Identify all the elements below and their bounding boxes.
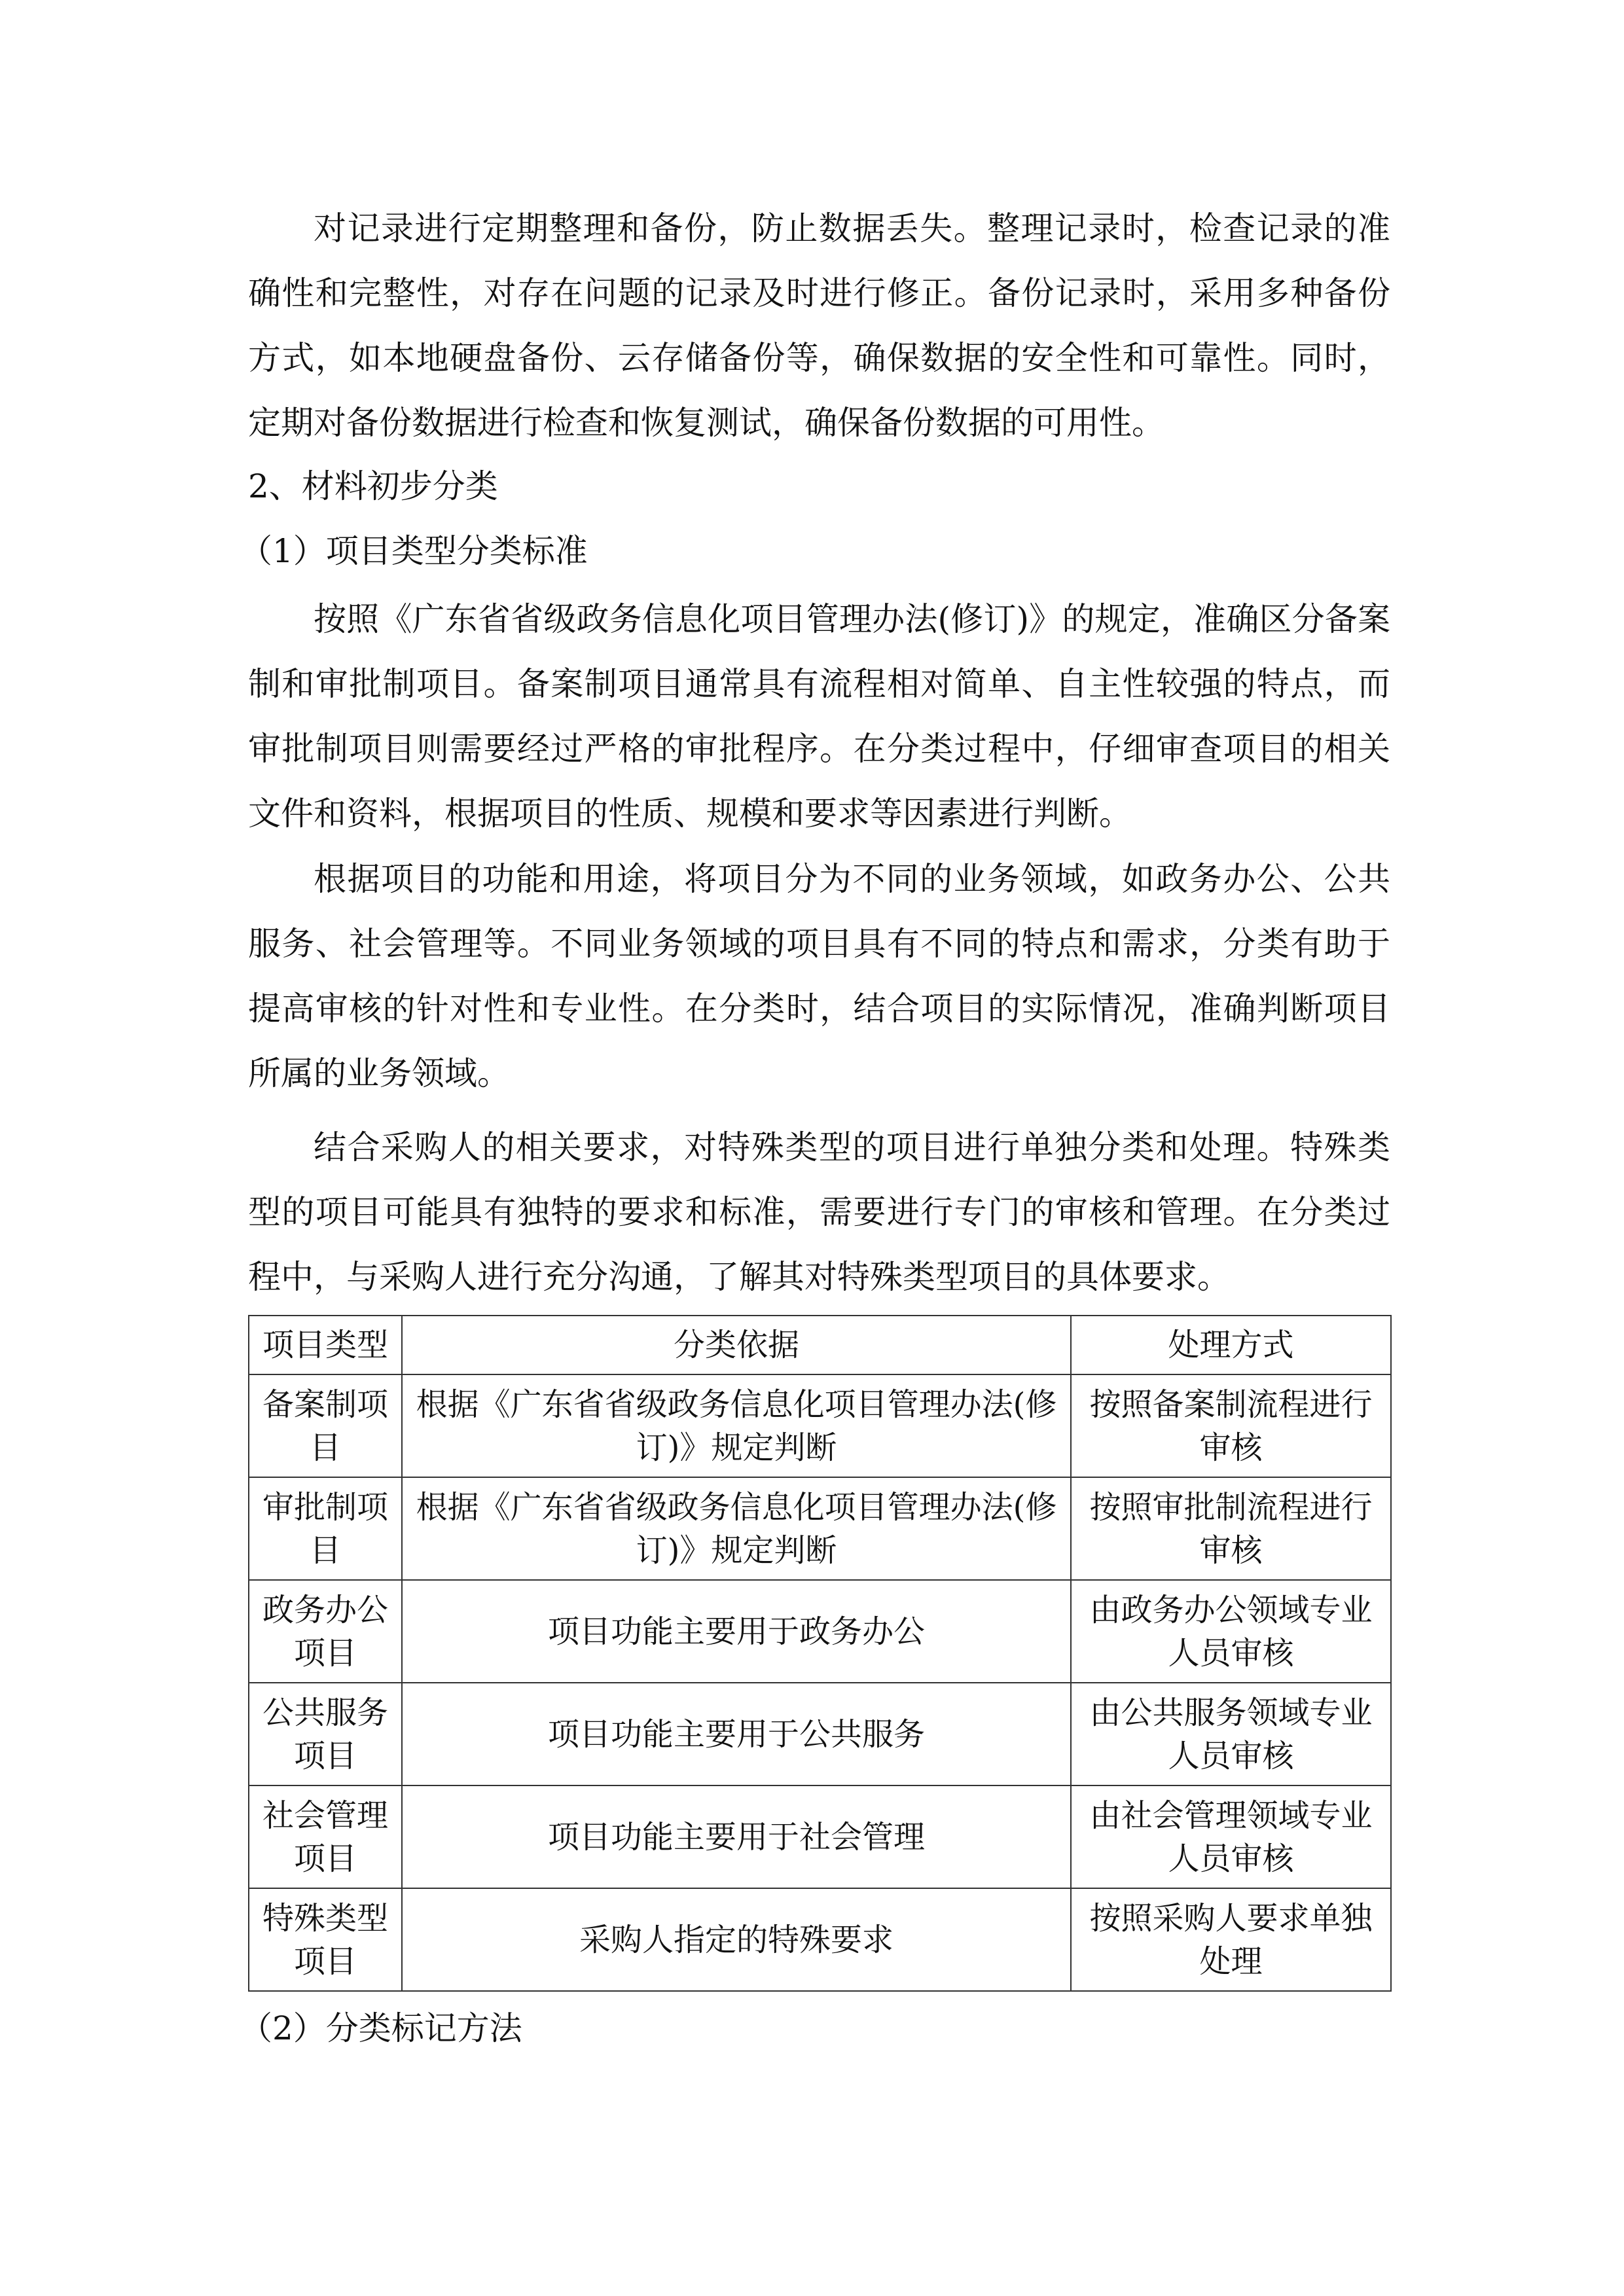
header-cell: 处理方式 xyxy=(1071,1316,1391,1374)
table-row xyxy=(249,1888,1391,1991)
table-cell: 根据《广东省省级政务信息化项目管理办法(修订)》规定判断 xyxy=(402,1374,1071,1477)
paragraph-special-types: 结合采购人的相关要求，对特殊类型的项目进行单独分类和处理。特殊类型的项目可能具有独特的要求和标准，需要进行专门的审核和管理。在分类过程中，与采购人进行充分沟通，了解其对特殊类型项目的具体要求。 xyxy=(248,1128,1390,1296)
table-cell: 项目功能主要用于政务办公 xyxy=(402,1580,1071,1683)
table-cell: 按照审批制流程进行审核 xyxy=(1071,1477,1391,1580)
section-heading: 2、材料初步分类 xyxy=(248,467,498,505)
paragraph-approval-types: 按照《广东省省级政务信息化项目管理办法(修订)》的规定，准确区分备案制和审批制项目。备案制项目通常具有流程相对简单、自主性较强的特点，而审批制项目则需要经过严格的审批程序。在分类过程中，仔细审查项目的相关文件和资料，根据项目的性质、规模和要求等因素进行判断。 xyxy=(248,600,1390,833)
table-cell: 项目功能主要用于公共服务 xyxy=(402,1683,1071,1785)
classification-table xyxy=(248,1315,1392,1992)
table-row xyxy=(249,1477,1391,1580)
table-cell: 由社会管理领域专业人员审核 xyxy=(1071,1785,1391,1888)
subsection-heading: （2）分类标记方法 xyxy=(240,2009,522,2047)
table-cell: 审批制项目 xyxy=(249,1477,402,1580)
table-row xyxy=(249,1374,1391,1477)
table-row xyxy=(249,1785,1391,1888)
table-header-row xyxy=(249,1316,1391,1374)
table-cell: 由政务办公领域专业人员审核 xyxy=(1071,1580,1391,1683)
header-cell: 分类依据 xyxy=(402,1316,1071,1374)
paragraph-backup: 对记录进行定期整理和备份，防止数据丢失。整理记录时，检查记录的准确性和完整性，对存在问题的记录及时进行修正。备份记录时，采用多种备份方式，如本地硬盘备份、云存储备份等，确保数据的安全性和可靠性。同时，定期对备份数据进行检查和恢复测试，确保备份数据的可用性。 xyxy=(248,209,1390,442)
paragraph-business-domains: 根据项目的功能和用途，将项目分为不同的业务领域，如政务办公、公共服务、社会管理等。不同业务领域的项目具有不同的特点和需求，分类有助于提高审核的针对性和专业性。在分类时，结合项目的实际情况，准确判断项目所属的业务领域。 xyxy=(248,860,1390,1092)
table-cell: 备案制项目 xyxy=(249,1374,402,1477)
header-cell: 项目类型 xyxy=(249,1316,402,1374)
table-row xyxy=(249,1580,1391,1683)
table-cell: 由公共服务领域专业人员审核 xyxy=(1071,1683,1391,1785)
table-cell: 根据《广东省省级政务信息化项目管理办法(修订)》规定判断 xyxy=(402,1477,1071,1580)
table-row xyxy=(249,1683,1391,1785)
table-cell: 按照采购人要求单独处理 xyxy=(1071,1888,1391,1991)
table-cell: 社会管理项目 xyxy=(249,1785,402,1888)
table-cell: 项目功能主要用于社会管理 xyxy=(402,1785,1071,1888)
subsection-heading: （1）项目类型分类标准 xyxy=(240,532,588,570)
table-cell: 采购人指定的特殊要求 xyxy=(402,1888,1071,1991)
table-cell: 按照备案制流程进行审核 xyxy=(1071,1374,1391,1477)
table-cell: 公共服务项目 xyxy=(249,1683,402,1785)
table-cell: 政务办公项目 xyxy=(249,1580,402,1683)
table-cell: 特殊类型项目 xyxy=(249,1888,402,1991)
